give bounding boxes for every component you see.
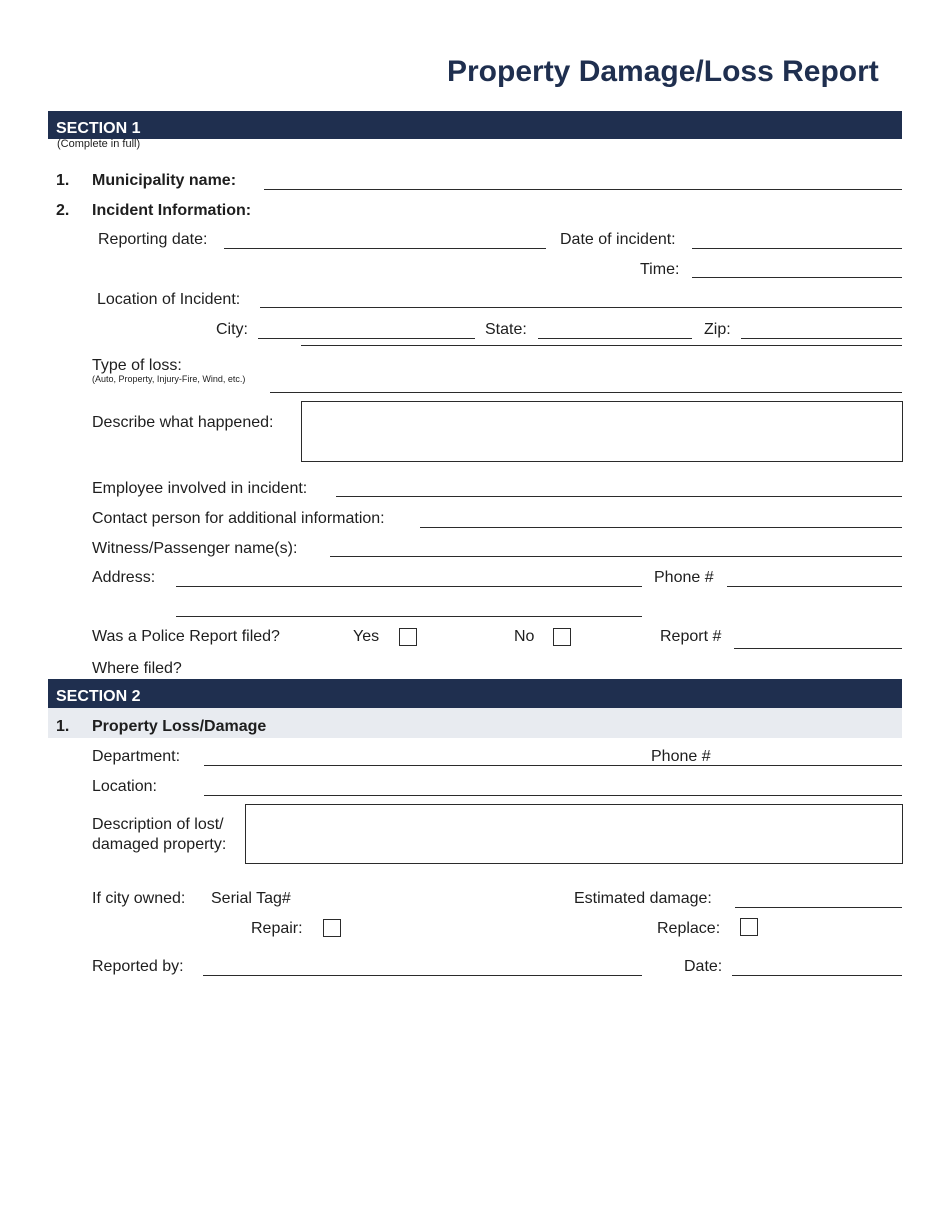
describe-textarea[interactable] <box>301 401 903 462</box>
estimated-damage-field[interactable] <box>735 907 902 908</box>
municipality-label: Municipality name: <box>92 172 237 189</box>
zip-label: Zip: <box>704 321 731 338</box>
yes-checkbox[interactable] <box>399 628 417 646</box>
police-report-label: Was a Police Report filed? <box>92 628 280 645</box>
reporting-date-field[interactable] <box>224 248 546 249</box>
department-label: Department: <box>92 748 181 765</box>
property-loss-label: Property Loss/Damage <box>92 718 267 735</box>
department-field[interactable] <box>204 765 902 766</box>
section1-header <box>48 111 902 139</box>
serial-tag-label: Serial Tag# <box>211 890 291 907</box>
location-field[interactable] <box>260 307 902 308</box>
date-label: Date: <box>684 958 723 975</box>
s2-location-field[interactable] <box>204 795 902 796</box>
reported-by-field[interactable] <box>203 975 642 976</box>
type-of-loss-field[interactable] <box>270 392 902 393</box>
s2-location-label: Location: <box>92 778 157 795</box>
location-label: Location of Incident: <box>97 291 241 308</box>
page-title: Property Damage/Loss Report <box>447 55 879 88</box>
witness-field[interactable] <box>330 556 902 557</box>
section2-header <box>48 679 902 708</box>
description-textarea[interactable] <box>245 804 903 864</box>
time-field[interactable] <box>692 277 902 278</box>
s2-q1-number: 1. <box>56 718 70 735</box>
section2-label: SECTION 2 <box>56 688 141 705</box>
yes-label: Yes <box>353 628 380 645</box>
reporting-date-label: Reporting date: <box>98 231 208 248</box>
repair-label: Repair: <box>251 920 303 937</box>
where-filed-label: Where filed? <box>92 660 182 677</box>
contact-field[interactable] <box>420 527 902 528</box>
time-label: Time: <box>640 261 680 278</box>
state-label: State: <box>485 321 527 338</box>
extra-address-line <box>301 345 902 346</box>
phone-label: Phone # <box>654 569 714 586</box>
s2-phone-label: Phone # <box>651 748 711 765</box>
employee-label: Employee involved in incident: <box>92 480 308 497</box>
describe-label: Describe what happened: <box>92 414 274 431</box>
type-of-loss-hint: (Auto, Property, Injury-Fire, Wind, etc.) <box>92 374 246 384</box>
estimated-damage-label: Estimated damage: <box>574 890 712 907</box>
type-of-loss-label: Type of loss: <box>92 357 182 374</box>
phone-field[interactable] <box>727 586 902 587</box>
witness-label: Witness/Passenger name(s): <box>92 540 298 557</box>
no-checkbox[interactable] <box>553 628 571 646</box>
employee-field[interactable] <box>336 496 902 497</box>
date-of-incident-field[interactable] <box>692 248 902 249</box>
no-label: No <box>514 628 535 645</box>
description-label-2: damaged property: <box>92 836 227 853</box>
city-field[interactable] <box>258 338 475 339</box>
contact-label: Contact person for additional information: <box>92 510 385 527</box>
state-field[interactable] <box>538 338 692 339</box>
section2-subheader <box>48 708 902 738</box>
replace-label: Replace: <box>657 920 721 937</box>
incident-info-label: Incident Information: <box>92 202 252 219</box>
q2-number: 2. <box>56 202 70 219</box>
report-num-label: Report # <box>660 628 722 645</box>
q1-number: 1. <box>56 172 70 189</box>
address-field-line2[interactable] <box>176 616 642 617</box>
date-of-incident-label: Date of incident: <box>560 231 676 248</box>
reported-by-label: Reported by: <box>92 958 184 975</box>
if-city-owned-label: If city owned: <box>92 890 186 907</box>
repair-checkbox[interactable] <box>323 919 341 937</box>
replace-checkbox[interactable] <box>740 918 758 936</box>
description-label-1: Description of lost/ <box>92 816 224 833</box>
section1-note: (Complete in full) <box>57 138 141 150</box>
date-field[interactable] <box>732 975 902 976</box>
section1-label: SECTION 1 <box>56 120 141 137</box>
report-num-field[interactable] <box>734 648 902 649</box>
zip-field[interactable] <box>741 338 902 339</box>
address-label: Address: <box>92 569 156 586</box>
city-label: City: <box>216 321 248 338</box>
municipality-field[interactable] <box>264 189 902 190</box>
address-field[interactable] <box>176 586 642 587</box>
